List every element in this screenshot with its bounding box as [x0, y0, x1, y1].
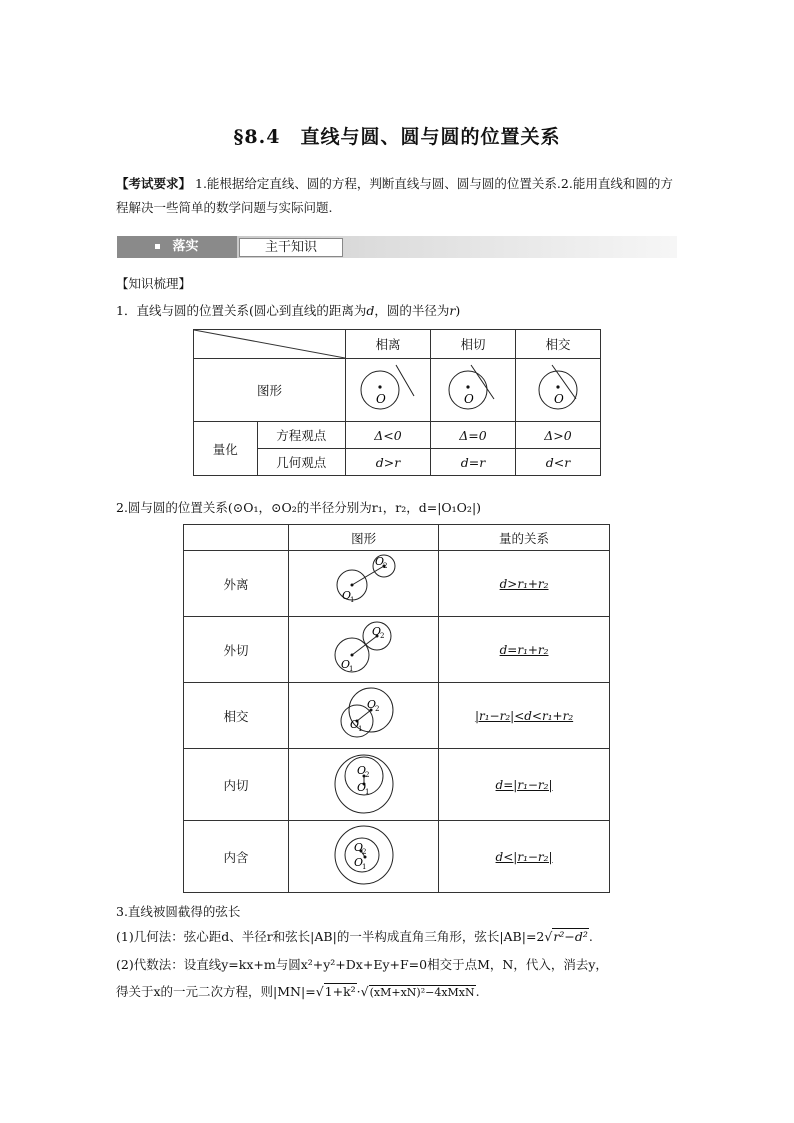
- figure-intersecting: [289, 683, 439, 749]
- figure-contained: [289, 821, 439, 893]
- tangent-diagram: [431, 359, 515, 418]
- method2-end: .: [475, 984, 480, 999]
- o1-sub: 1: [365, 788, 370, 796]
- section1-heading: [116, 299, 682, 323]
- o2-label: O: [357, 764, 367, 777]
- col-intersect: 相交: [516, 330, 601, 359]
- method1-text: (1)几何法：弦心距d、半径r和弦长|AB|的一半构成直角三角形，弦长|AB|=2: [116, 929, 545, 944]
- method2-radicand1: 1+k²: [324, 984, 356, 999]
- row-quant-label: 量化: [194, 422, 258, 476]
- row-name: 外离: [184, 551, 289, 617]
- o2-sub: 2: [375, 705, 380, 713]
- row-figure-label: 图形: [194, 359, 346, 422]
- o2-sub: 2: [383, 562, 388, 570]
- o1-label: O: [357, 781, 367, 794]
- requirement-text: 1.能根据给定直线、圆的方程，判断直线与圆、圆与圆的位置关系.2.能用直线和圆的方程解决一些简单的数学问题与实际问题.: [116, 176, 673, 215]
- square-icon: [155, 244, 160, 249]
- section1-mid: ，圆的半径为: [374, 303, 450, 318]
- col-tangent: 相切: [431, 330, 516, 359]
- geometry-separate: d>r: [346, 449, 431, 476]
- geometry-tangent: d=r: [431, 449, 516, 476]
- relation-text: d<|r₁−r₂|: [495, 850, 553, 864]
- section1-end: ): [455, 303, 461, 318]
- center-label: O: [464, 392, 474, 406]
- external-tangent-diagram: [289, 617, 438, 679]
- section1-heading-text: 1．直线与圆的位置关系(圆心到直线的距离为: [116, 303, 367, 318]
- method1-end: .: [588, 929, 593, 944]
- sqrt-icon: √: [315, 984, 324, 999]
- relation-text: d>r₁+r₂: [499, 577, 549, 591]
- figure-intersect: [516, 359, 601, 422]
- diagonal-line: [194, 330, 345, 358]
- row-name: 内含: [184, 821, 289, 893]
- center-label: O: [376, 392, 386, 406]
- banner-tag-implement: [117, 236, 237, 258]
- o2-label: O: [367, 698, 377, 711]
- method2-text: 得关于x的一元二次方程，则|MN|=: [116, 984, 316, 999]
- figure-external-tangent: [289, 617, 439, 683]
- equation-tangent: Δ=0: [431, 422, 516, 449]
- relation-value: [439, 749, 610, 821]
- relation-value: [439, 551, 610, 617]
- internal-tangent-diagram: [289, 749, 438, 817]
- external-diagram: [289, 551, 438, 613]
- section1-d: d: [366, 303, 375, 318]
- col-separate: 相离: [346, 330, 431, 359]
- o2-label: O: [372, 625, 382, 638]
- banner-tag1-label: 落实: [172, 239, 199, 254]
- sqrt-icon: √: [544, 929, 553, 944]
- figure-external: [289, 551, 439, 617]
- diagonal-header-cell: [194, 330, 346, 359]
- o2-label: O: [354, 841, 364, 854]
- center-label: O: [554, 392, 564, 406]
- geometry-intersect: d<r: [516, 449, 601, 476]
- figure-tangent: [431, 359, 516, 422]
- requirement-tag: 【考试要求】: [116, 176, 192, 191]
- section3-method2-line1: (2)代数法：设直线y=kx+m与圆x²+y²+Dx+Ey+F=0相交于点M，N，代入，消去y，: [116, 957, 608, 972]
- section1-r: r: [449, 303, 456, 318]
- separate-diagram: [346, 359, 430, 418]
- section-banner: [117, 236, 677, 258]
- method2-radicand2: (xM+xN)²−4xMxN: [369, 986, 475, 999]
- figure-internal-tangent: [289, 749, 439, 821]
- row-name: 外切: [184, 617, 289, 683]
- o1-sub: 1: [358, 725, 363, 733]
- relation-value: [439, 617, 610, 683]
- relation-text: |r₁−r₂|<d<r₁+r₂: [474, 709, 574, 723]
- o1-label: O: [341, 658, 351, 671]
- circle-circle-table: [183, 524, 610, 893]
- row-geometry-label: 几何观点: [257, 449, 345, 476]
- exam-requirement: [116, 172, 682, 220]
- line-circle-table: [193, 329, 601, 476]
- section3-method2-line2: [116, 980, 682, 1005]
- relation-value: [439, 821, 610, 893]
- o1-label: O: [350, 718, 360, 731]
- knowledge-heading: 【知识梳理】: [116, 276, 192, 291]
- method2-dot: ·: [356, 984, 361, 999]
- row-equation-label: 方程观点: [257, 422, 345, 449]
- row-name: 相交: [184, 683, 289, 749]
- o1-sub: 1: [362, 863, 367, 871]
- sqrt-icon: √: [360, 984, 369, 999]
- contained-diagram: [289, 821, 438, 889]
- header-figure: 图形: [289, 525, 439, 551]
- o1-label: O: [354, 856, 364, 869]
- banner-tag-knowledge: 主干知识: [239, 238, 343, 257]
- page-title: §8.4 直线与圆、圆与圆的位置关系: [233, 126, 561, 148]
- o1-label: O: [342, 589, 352, 602]
- header-blank: [184, 525, 289, 551]
- section3-heading: 3.直线被圆截得的弦长: [116, 904, 241, 919]
- figure-separate: [346, 359, 431, 422]
- section2-heading: 2.圆与圆的位置关系(⊙O₁，⊙O₂的半径分别为r₁，r₂，d=|O₁O₂|): [116, 500, 482, 515]
- equation-separate: Δ<0: [346, 422, 431, 449]
- o2-sub: 2: [362, 848, 367, 856]
- o1-sub: 1: [350, 596, 355, 604]
- equation-intersect: Δ>0: [516, 422, 601, 449]
- method1-radicand: r²−d²: [553, 929, 588, 944]
- o1-sub: 1: [349, 665, 354, 673]
- row-name: 内切: [184, 749, 289, 821]
- header-relation: 量的关系: [439, 525, 610, 551]
- intersect-diagram: [516, 359, 600, 418]
- relation-text: d=r₁+r₂: [499, 643, 549, 657]
- intersecting-diagram: [289, 683, 438, 745]
- section3-method1: [116, 925, 682, 949]
- o2-sub: 2: [365, 771, 370, 779]
- relation-value: [439, 683, 610, 749]
- o2-sub: 2: [380, 632, 385, 640]
- o2-label: O: [375, 555, 385, 568]
- relation-text: d=|r₁−r₂|: [495, 778, 553, 792]
